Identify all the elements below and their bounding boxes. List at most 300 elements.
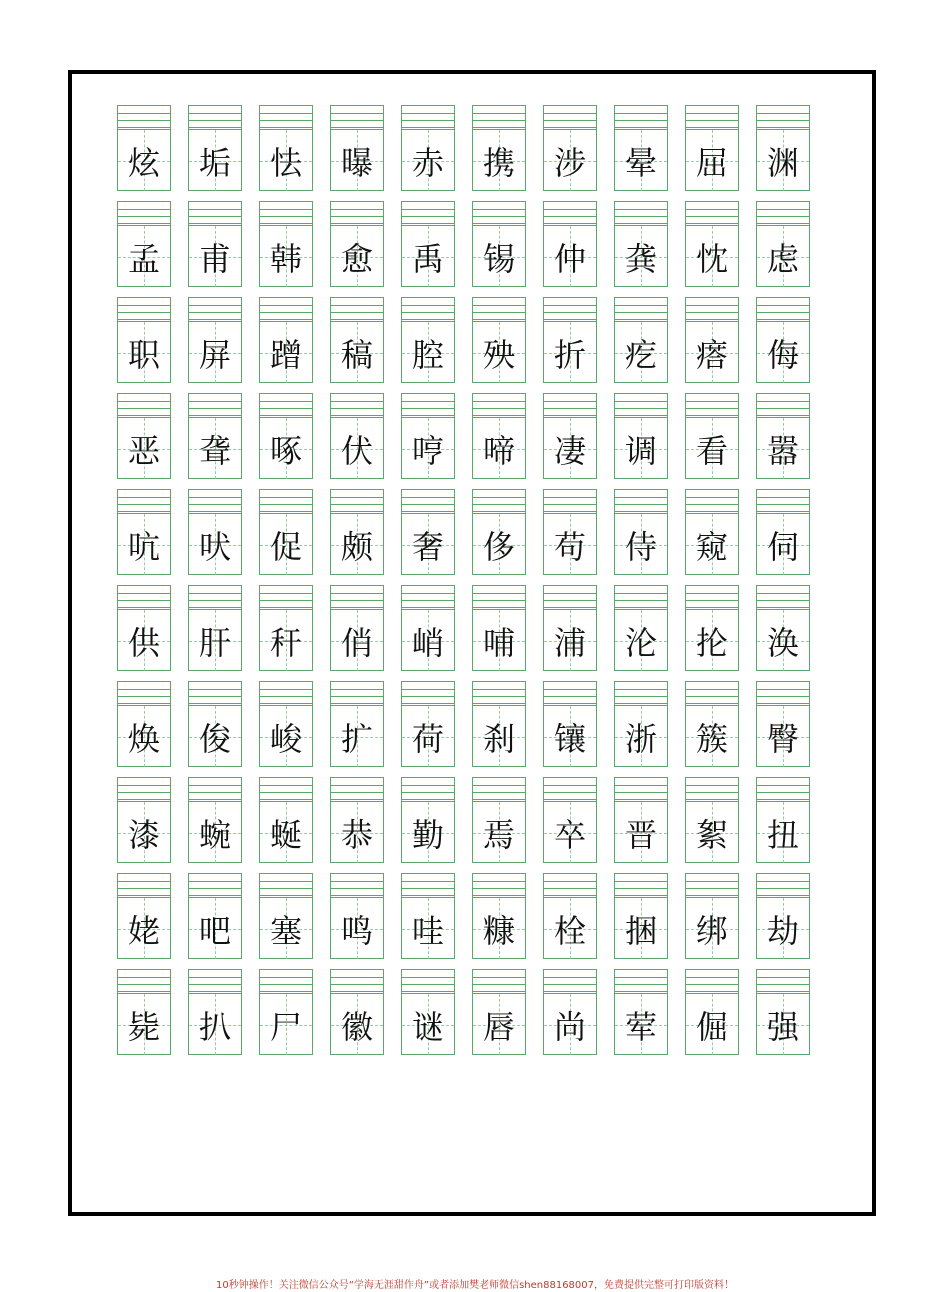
hanzi-character: 渊 [766, 143, 799, 182]
pinyin-lines [402, 586, 454, 608]
footer-notice: 10秒钟操作！关注微信公众号“学海无涯甜作舟”或者添加樊老师微信shen88168007，免费提供完整可打印版资料！ [215, 1280, 735, 1291]
tian-zi-box [331, 417, 383, 479]
hanzi-character: 折 [553, 335, 586, 374]
practice-cell [401, 873, 455, 959]
hanzi-character: 怯 [269, 143, 302, 182]
tian-zi-box [189, 513, 241, 575]
pinyin-lines [331, 202, 383, 224]
tian-zi-box [118, 609, 170, 671]
hanzi-character: 哇 [411, 911, 444, 950]
tian-zi-box [686, 417, 738, 479]
hanzi-character: 涣 [766, 623, 799, 662]
pinyin-lines [473, 970, 525, 992]
hanzi-character: 蹭 [269, 335, 302, 374]
tian-zi-box [189, 801, 241, 863]
hanzi-character: 甫 [198, 239, 231, 278]
tian-zi-box [686, 321, 738, 383]
tian-zi-box [189, 417, 241, 479]
hanzi-character: 伏 [340, 431, 373, 470]
pinyin-lines [189, 874, 241, 896]
tian-zi-box [402, 993, 454, 1055]
practice-cell [401, 777, 455, 863]
tian-zi-box [544, 417, 596, 479]
practice-cell [259, 873, 313, 959]
practice-cell [401, 201, 455, 287]
pinyin-lines [118, 202, 170, 224]
tian-zi-box [757, 705, 809, 767]
tian-zi-box [473, 417, 525, 479]
tian-zi-box [544, 609, 596, 671]
practice-cell [543, 681, 597, 767]
practice-cell [117, 681, 171, 767]
pinyin-lines [189, 202, 241, 224]
practice-cell [117, 777, 171, 863]
hanzi-character: 塞 [269, 911, 302, 950]
tian-zi-box [615, 417, 667, 479]
hanzi-character: 刹 [482, 719, 515, 758]
hanzi-character: 恭 [340, 815, 373, 854]
hanzi-character: 漆 [127, 815, 160, 854]
practice-cell [259, 201, 313, 287]
pinyin-lines [544, 202, 596, 224]
pinyin-lines [473, 106, 525, 128]
pinyin-lines [757, 298, 809, 320]
hanzi-character: 调 [624, 431, 657, 470]
tian-zi-box [473, 609, 525, 671]
tian-zi-box [757, 417, 809, 479]
hanzi-character: 浦 [553, 623, 586, 662]
pinyin-lines [686, 106, 738, 128]
hanzi-character: 赤 [411, 143, 444, 182]
pinyin-lines [331, 106, 383, 128]
hanzi-character: 簇 [695, 719, 728, 758]
hanzi-character: 屏 [198, 335, 231, 374]
tian-zi-box [402, 225, 454, 287]
pinyin-lines [118, 298, 170, 320]
pinyin-lines [260, 970, 312, 992]
pinyin-lines [189, 298, 241, 320]
pinyin-lines [757, 682, 809, 704]
practice-cell [330, 105, 384, 191]
tian-zi-box [757, 321, 809, 383]
pinyin-lines [757, 490, 809, 512]
pinyin-lines [118, 970, 170, 992]
pinyin-lines [260, 202, 312, 224]
tian-zi-box [331, 705, 383, 767]
practice-cell [330, 297, 384, 383]
practice-cell [685, 105, 739, 191]
tian-zi-box [118, 321, 170, 383]
pinyin-lines [402, 490, 454, 512]
pinyin-lines [544, 298, 596, 320]
pinyin-lines [686, 682, 738, 704]
hanzi-character: 嚣 [766, 431, 799, 470]
practice-cell [543, 489, 597, 575]
practice-cell [330, 393, 384, 479]
practice-cell [543, 873, 597, 959]
practice-cell [756, 105, 810, 191]
tian-zi-box [402, 513, 454, 575]
tian-zi-box [615, 609, 667, 671]
hanzi-character: 韩 [269, 239, 302, 278]
tian-zi-box [686, 513, 738, 575]
practice-cell [756, 873, 810, 959]
practice-cell [117, 297, 171, 383]
tian-zi-box [402, 609, 454, 671]
tian-zi-box [402, 321, 454, 383]
tian-zi-box [473, 705, 525, 767]
hanzi-character: 晕 [624, 143, 657, 182]
hanzi-character: 浙 [624, 719, 657, 758]
hanzi-character: 唇 [482, 1007, 515, 1046]
tian-zi-box [757, 609, 809, 671]
hanzi-character: 侍 [624, 527, 657, 566]
hanzi-character: 苟 [553, 527, 586, 566]
hanzi-character: 鸣 [340, 911, 373, 950]
tian-zi-box [473, 993, 525, 1055]
practice-cell [472, 777, 526, 863]
practice-cell [685, 489, 739, 575]
practice-cell [543, 585, 597, 671]
tian-zi-box [757, 801, 809, 863]
practice-cell [614, 105, 668, 191]
tian-zi-box [331, 129, 383, 191]
hanzi-character: 颇 [340, 527, 373, 566]
practice-cell [685, 681, 739, 767]
practice-cell [756, 777, 810, 863]
hanzi-character: 啄 [269, 431, 302, 470]
pinyin-lines [118, 682, 170, 704]
hanzi-character: 炫 [127, 143, 160, 182]
tian-zi-box [260, 993, 312, 1055]
tian-zi-box [331, 993, 383, 1055]
practice-cell [756, 297, 810, 383]
hanzi-character: 倔 [695, 1007, 728, 1046]
tian-zi-box [260, 417, 312, 479]
hanzi-character: 曝 [340, 143, 373, 182]
tian-zi-box [615, 513, 667, 575]
tian-zi-box [544, 705, 596, 767]
hanzi-character: 扒 [198, 1007, 231, 1046]
hanzi-character: 沦 [624, 623, 657, 662]
tian-zi-box [189, 897, 241, 959]
practice-cell [330, 201, 384, 287]
tian-zi-box [402, 705, 454, 767]
character-practice-grid [117, 105, 810, 1055]
practice-cell [543, 393, 597, 479]
pinyin-lines [189, 970, 241, 992]
practice-cell [188, 585, 242, 671]
pinyin-lines [189, 106, 241, 128]
practice-cell [401, 681, 455, 767]
pinyin-lines [473, 394, 525, 416]
hanzi-character: 瘩 [695, 335, 728, 374]
practice-cell [117, 489, 171, 575]
tian-zi-box [331, 801, 383, 863]
practice-cell [259, 489, 313, 575]
practice-cell [685, 393, 739, 479]
hanzi-character: 卒 [553, 815, 586, 854]
pinyin-lines [544, 586, 596, 608]
pinyin-lines [118, 874, 170, 896]
hanzi-character: 焕 [127, 719, 160, 758]
practice-cell [543, 969, 597, 1055]
practice-cell [330, 489, 384, 575]
practice-cell [259, 969, 313, 1055]
pinyin-lines [260, 394, 312, 416]
pinyin-lines [615, 778, 667, 800]
pinyin-lines [757, 778, 809, 800]
pinyin-lines [615, 970, 667, 992]
pinyin-lines [544, 490, 596, 512]
tian-zi-box [189, 705, 241, 767]
hanzi-character: 镶 [553, 719, 586, 758]
practice-cell [188, 297, 242, 383]
hanzi-character: 尸 [269, 1007, 302, 1046]
hanzi-character: 屈 [695, 143, 728, 182]
pinyin-lines [331, 490, 383, 512]
practice-cell [188, 393, 242, 479]
hanzi-character: 臀 [766, 719, 799, 758]
practice-cell [401, 297, 455, 383]
practice-cell [472, 297, 526, 383]
hanzi-character: 看 [695, 431, 728, 470]
pinyin-lines [473, 490, 525, 512]
tian-zi-box [118, 129, 170, 191]
practice-cell [685, 585, 739, 671]
hanzi-character: 荤 [624, 1007, 657, 1046]
pinyin-lines [402, 298, 454, 320]
hanzi-character: 荷 [411, 719, 444, 758]
practice-cell [259, 297, 313, 383]
hanzi-character: 焉 [482, 815, 515, 854]
tian-zi-box [686, 801, 738, 863]
practice-cell [472, 393, 526, 479]
hanzi-character: 垢 [198, 143, 231, 182]
practice-cell [188, 777, 242, 863]
pinyin-lines [473, 298, 525, 320]
hanzi-character: 扩 [340, 719, 373, 758]
hanzi-character: 锡 [482, 239, 515, 278]
hanzi-character: 殃 [482, 335, 515, 374]
practice-cell [472, 873, 526, 959]
hanzi-character: 徽 [340, 1007, 373, 1046]
tian-zi-box [473, 129, 525, 191]
pinyin-lines [615, 586, 667, 608]
practice-cell [188, 489, 242, 575]
pinyin-lines [260, 298, 312, 320]
tian-zi-box [686, 129, 738, 191]
tian-zi-box [615, 801, 667, 863]
hanzi-character: 毙 [127, 1007, 160, 1046]
tian-zi-box [473, 513, 525, 575]
practice-cell [117, 105, 171, 191]
hanzi-character: 仲 [553, 239, 586, 278]
tian-zi-box [615, 129, 667, 191]
practice-cell [472, 969, 526, 1055]
hanzi-character: 捆 [624, 911, 657, 950]
tian-zi-box [686, 609, 738, 671]
practice-cell [117, 393, 171, 479]
pinyin-lines [331, 778, 383, 800]
tian-zi-box [686, 993, 738, 1055]
hanzi-character: 疙 [624, 335, 657, 374]
pinyin-lines [331, 682, 383, 704]
practice-cell [614, 873, 668, 959]
hanzi-character: 栓 [553, 911, 586, 950]
pinyin-lines [473, 586, 525, 608]
tian-zi-box [473, 897, 525, 959]
pinyin-lines [615, 106, 667, 128]
hanzi-character: 侈 [482, 527, 515, 566]
pinyin-lines [189, 394, 241, 416]
pinyin-lines [544, 106, 596, 128]
practice-cell [685, 873, 739, 959]
tian-zi-box [260, 609, 312, 671]
hanzi-character: 绑 [695, 911, 728, 950]
pinyin-lines [118, 106, 170, 128]
practice-cell [401, 393, 455, 479]
tian-zi-box [544, 897, 596, 959]
hanzi-character: 谜 [411, 1007, 444, 1046]
tian-zi-box [331, 897, 383, 959]
practice-cell [259, 105, 313, 191]
hanzi-character: 蜒 [269, 815, 302, 854]
hanzi-character: 俏 [340, 623, 373, 662]
pinyin-lines [260, 106, 312, 128]
hanzi-character: 俊 [198, 719, 231, 758]
pinyin-lines [118, 778, 170, 800]
hanzi-character: 姥 [127, 911, 160, 950]
pinyin-lines [473, 202, 525, 224]
tian-zi-box [757, 129, 809, 191]
hanzi-character: 携 [482, 143, 515, 182]
practice-cell [685, 777, 739, 863]
practice-cell [401, 489, 455, 575]
hanzi-character: 腔 [411, 335, 444, 374]
practice-cell [188, 105, 242, 191]
pinyin-lines [757, 970, 809, 992]
pinyin-lines [331, 586, 383, 608]
hanzi-character: 职 [127, 335, 160, 374]
practice-cell [117, 585, 171, 671]
practice-cell [543, 777, 597, 863]
tian-zi-box [331, 609, 383, 671]
tian-zi-box [189, 129, 241, 191]
practice-cell [614, 201, 668, 287]
practice-cell [117, 969, 171, 1055]
pinyin-lines [686, 778, 738, 800]
practice-cell [543, 201, 597, 287]
practice-cell [117, 201, 171, 287]
pinyin-lines [615, 394, 667, 416]
pinyin-lines [686, 298, 738, 320]
practice-cell [472, 681, 526, 767]
hanzi-character: 肝 [198, 623, 231, 662]
hanzi-character: 劫 [766, 911, 799, 950]
hanzi-character: 絮 [695, 815, 728, 854]
pinyin-lines [260, 874, 312, 896]
hanzi-character: 吠 [198, 527, 231, 566]
hanzi-character: 奢 [411, 527, 444, 566]
practice-cell [401, 969, 455, 1055]
pinyin-lines [402, 778, 454, 800]
hanzi-character: 孟 [127, 239, 160, 278]
tian-zi-box [757, 225, 809, 287]
tian-zi-box [331, 513, 383, 575]
tian-zi-box [402, 129, 454, 191]
tian-zi-box [118, 225, 170, 287]
tian-zi-box [260, 705, 312, 767]
hanzi-character: 聋 [198, 431, 231, 470]
practice-cell [188, 969, 242, 1055]
hanzi-character: 勤 [411, 815, 444, 854]
tian-zi-box [260, 513, 312, 575]
tian-zi-box [189, 321, 241, 383]
practice-cell [188, 201, 242, 287]
pinyin-lines [331, 298, 383, 320]
hanzi-character: 涉 [553, 143, 586, 182]
tian-zi-box [544, 225, 596, 287]
practice-cell [259, 777, 313, 863]
practice-cell [543, 297, 597, 383]
practice-cell [614, 585, 668, 671]
pinyin-lines [118, 490, 170, 512]
practice-cell [614, 681, 668, 767]
pinyin-lines [118, 586, 170, 608]
practice-cell [188, 681, 242, 767]
practice-cell [756, 201, 810, 287]
hanzi-character: 龚 [624, 239, 657, 278]
practice-cell [259, 393, 313, 479]
pinyin-lines [757, 202, 809, 224]
practice-cell [401, 105, 455, 191]
pinyin-lines [473, 778, 525, 800]
hanzi-character: 虑 [766, 239, 799, 278]
tian-zi-box [686, 705, 738, 767]
hanzi-character: 侮 [766, 335, 799, 374]
tian-zi-box [260, 801, 312, 863]
hanzi-character: 凄 [553, 431, 586, 470]
practice-cell [472, 585, 526, 671]
tian-zi-box [544, 801, 596, 863]
pinyin-lines [615, 490, 667, 512]
hanzi-character: 忱 [695, 239, 728, 278]
tian-zi-box [189, 609, 241, 671]
practice-cell [543, 105, 597, 191]
practice-cell [614, 393, 668, 479]
pinyin-lines [615, 682, 667, 704]
pinyin-lines [473, 874, 525, 896]
practice-cell [401, 585, 455, 671]
hanzi-character: 强 [766, 1007, 799, 1046]
tian-zi-box [118, 801, 170, 863]
hanzi-character: 抡 [695, 623, 728, 662]
hanzi-character: 吭 [127, 527, 160, 566]
hanzi-character: 稿 [340, 335, 373, 374]
pinyin-lines [544, 682, 596, 704]
tian-zi-box [189, 225, 241, 287]
tian-zi-box [686, 897, 738, 959]
tian-zi-box [615, 321, 667, 383]
practice-cell [685, 297, 739, 383]
pinyin-lines [331, 970, 383, 992]
practice-cell [330, 873, 384, 959]
tian-zi-box [544, 513, 596, 575]
hanzi-character: 秆 [269, 623, 302, 662]
tian-zi-box [615, 705, 667, 767]
pinyin-lines [544, 874, 596, 896]
